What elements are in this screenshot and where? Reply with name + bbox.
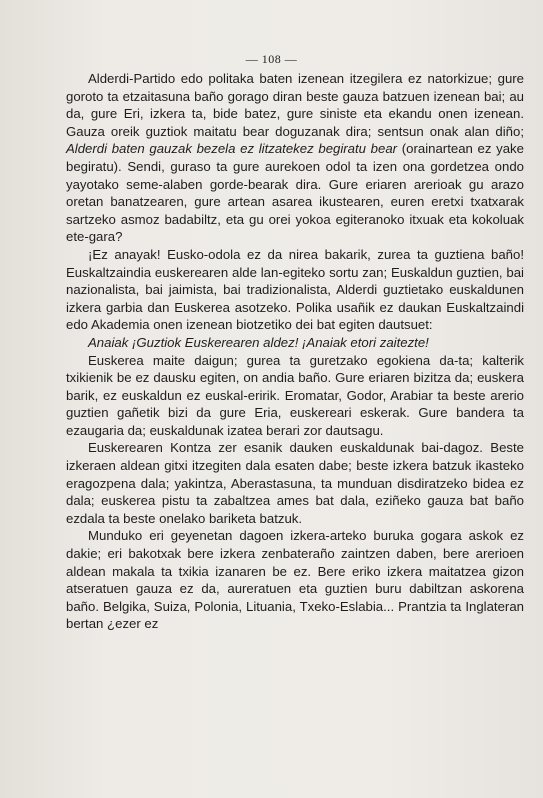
paragraph — [66, 439, 524, 527]
text-run: ¡Ez anayak! Eusko-odola ez da nirea bakarik, zurea ta guztiena baño! Euskaltzaindia euskerearen alde lan-egiteko sortu zan; Euskaldun guztien, bai nazionalista, bai jaimista, bai tradizionalista, Alderdi guztietako euskaldunen izkera garbia dan Euskerea asotzeko. Polika usañik ez daukan Euskaltzaindi edo Akademia onen izenean biotzetiko dei bat egiten dautsuet: — [66, 246, 524, 333]
text-run: Alderdi-Partido edo politaka baten izenean itzegilera ez natorkizue; gure goroto ta etzaitasuna baño gorago diran beste gauza batzuen izenean bai; au da, gure Eri, izkera ta, bide batez, gure siniste eta ekandu onen izenean. Gauza oreik guztiok maitatu bear doguzanak dira; sentsun onak alan diño; — [66, 71, 524, 139]
paragraph — [66, 352, 524, 440]
paragraph — [66, 70, 524, 246]
paragraph — [66, 246, 524, 334]
italic-slogan: Anaiak ¡Guztiok Euskerearen aldez! ¡Anaiak etori zaitezte! — [88, 334, 429, 350]
page-number: — 108 — — [245, 52, 298, 66]
paragraph-slogan — [66, 334, 524, 352]
text-run: (orainartean ez yake begiratu). Sendi, guraso ta gure aurekoen odol ta izen ona gordetzea ondo yayotako seme-alaben gorde-bearak dira. Gure eriaren arerioak gu arazo oretan banatzearen, gure artean asarea ikustearen, euren eretxi txatxarak sartzeko asmoz badabiltz, eta gu orei yokoa egiteranoko itxuak eta kokoluak ete-gara? — [66, 141, 524, 245]
text-run: Munduko eri geyenetan dagoen izkera-arteko buruka gogara askok ez dakie; eri bakotxak bere izkera zenbateraño zaintzen daben, bere arerioen aldean makala ta txikia izanaren be ez. Bere eriko izkera maitatzea gizon atseratuen gauza ez da, aureratuen eta guztien buru dabiltzan askorena baño. Belgika, Suiza, Polonia, Lituania, Txeko-Eslabia... Prantzia ta Inglateran bertan ¿ezer ez — [66, 528, 524, 632]
text-run: Euskerearen Kontza zer esanik dauken euskaldunak bai-dagoz. Beste izkeraen aldean gitxi itzegiten dala esaten dabe; beste izkera batzuk ikasteko eragozpena dala; yakintza, Aberastasuna, ta munduan disdiratzeko bidea ez dala; euskerea pistu ta zabaltzea ames bat dala, eziñeko gauza bat baño ezdala ta beste onelako bariketa batzuk. — [66, 440, 524, 526]
italic-phrase: Alderdi baten gauzak bezela ez litzatekez begiratu bear — [66, 141, 398, 157]
text-run: Euskerea maite daigun; gurea ta guretzako egokiena da-ta; kalterik txikienik be ez dausku egiten, on andia baño. Gure eriaren bizitza da; euskera barik, ez euskaldun ez euskal-eririk. Eromatar, Godor, Arabiar ta beste arerio guztien gañetik bizi da gure Eria, euskereari eskerak. Gure bandera ta ezaugaria da; euskaldunak izatea berari zor dautsagu. — [66, 352, 524, 438]
body-text — [66, 70, 524, 633]
paragraph — [66, 527, 524, 633]
